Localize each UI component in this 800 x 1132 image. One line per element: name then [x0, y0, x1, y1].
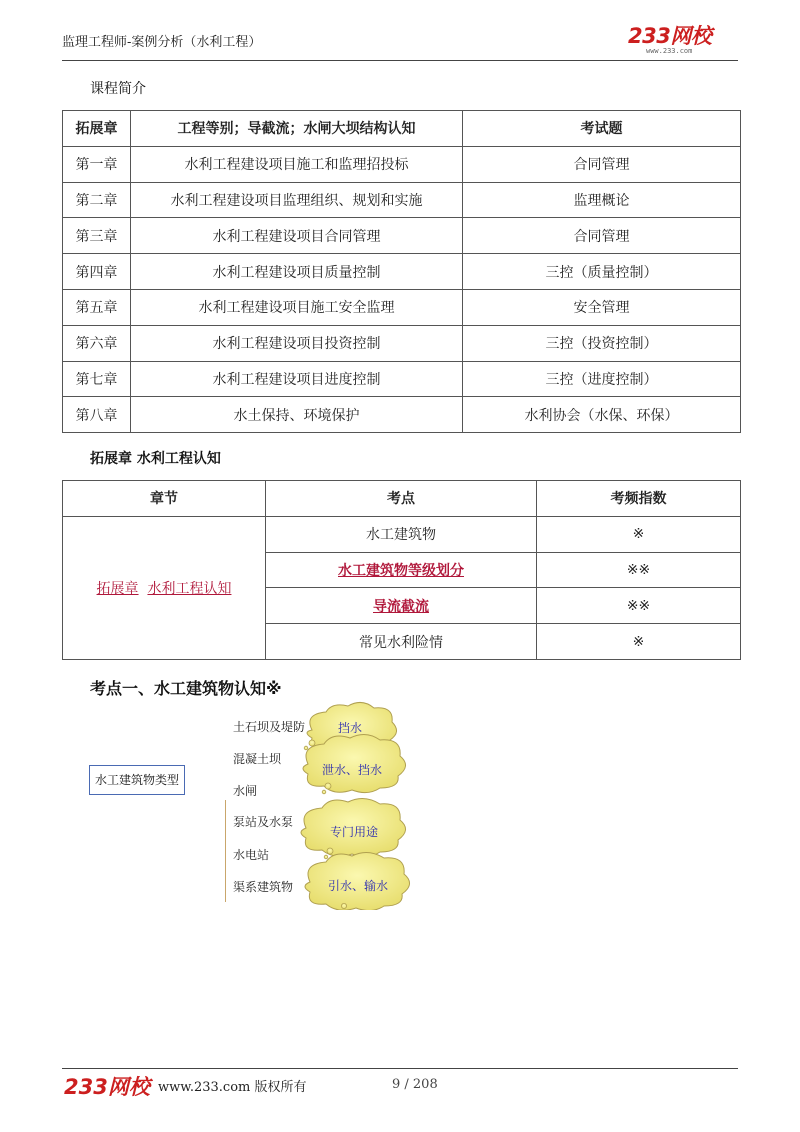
- table-header-cell: 章节: [63, 481, 266, 517]
- freq-cell: ※※: [537, 552, 741, 588]
- content-cell: 水利工程建设项目质量控制: [131, 254, 463, 290]
- point-link[interactable]: 水工建筑物等级划分: [338, 562, 464, 579]
- structure-type-box: 水工建筑物类型: [89, 765, 185, 795]
- footer-site-text: www.233.com 版权所有: [158, 1080, 307, 1095]
- point-one-title: 考点一、水工建筑物认知※: [90, 679, 282, 698]
- structure-item: 泵站及水泵: [233, 815, 294, 829]
- content-cell: 水利工程建设项目合同管理: [131, 218, 463, 254]
- exam-cell: 安全管理: [463, 289, 741, 325]
- table-header-cell: 考点: [266, 481, 537, 517]
- chapter-cell: 第二章: [63, 182, 131, 218]
- cloud-label: 泄水、挡水: [321, 763, 383, 777]
- table-header-row: [63, 111, 741, 147]
- footer-logo: 233网校: [64, 1075, 150, 1099]
- chapter-cell: 第五章: [63, 289, 131, 325]
- cloud-label: 引水、输水: [327, 879, 389, 893]
- point-cell: [266, 588, 537, 624]
- page-footer: [62, 1068, 738, 1099]
- course-intro-table: [62, 110, 741, 433]
- content-cell: 水利工程建设项目施工安全监理: [131, 289, 463, 325]
- brand-logo: [628, 20, 738, 56]
- content-cell: 水利工程建设项目施工和监理招投标: [131, 146, 463, 182]
- table-row: [63, 397, 741, 433]
- freq-cell: ※: [537, 624, 741, 660]
- page-header: [62, 18, 738, 61]
- exam-cell: 合同管理: [463, 146, 741, 182]
- table-header-cell: 考频指数: [537, 481, 741, 517]
- header-title: 监理工程师-案例分析（水利工程）: [62, 35, 262, 50]
- table-row: [63, 182, 741, 218]
- table-row: [63, 516, 741, 552]
- content-cell: 水利工程建设项目投资控制: [131, 325, 463, 361]
- table-row: [63, 146, 741, 182]
- brand-logo-url: www.233.com: [646, 47, 693, 55]
- cloud-callouts: [0, 700, 800, 910]
- brand-logo-text: 233网校: [628, 24, 712, 48]
- table-header-cell: 工程等别；导截流；水闸大坝结构认知: [131, 111, 463, 147]
- chapter-cell: 第四章: [63, 254, 131, 290]
- cloud-label: 专门用途: [329, 825, 379, 839]
- chapter-cell: 第七章: [63, 361, 131, 397]
- table-header-cell: 拓展章: [63, 111, 131, 147]
- table-row: [63, 361, 741, 397]
- topic-table: [62, 480, 741, 660]
- chapter-cell: 第六章: [63, 325, 131, 361]
- chapter-link[interactable]: 拓展章: [96, 580, 139, 597]
- content-cell: 水利工程建设项目进度控制: [131, 361, 463, 397]
- structure-item: 混凝土坝: [233, 752, 282, 766]
- topic-section-title: 拓展章 水利工程认知: [90, 451, 221, 467]
- content-cell: 水土保持、环境保护: [131, 397, 463, 433]
- freq-cell: ※※: [537, 588, 741, 624]
- table-row: [63, 218, 741, 254]
- page-number: 9 / 208: [392, 1077, 438, 1092]
- exam-cell: 水利协会（水保、环保）: [463, 397, 741, 433]
- structure-item: 土石坝及堤防: [233, 720, 306, 734]
- chapter-link-cell: [63, 516, 266, 659]
- chapter-cell: 第一章: [63, 146, 131, 182]
- chapter-cell: 第三章: [63, 218, 131, 254]
- point-link[interactable]: 导流截流: [373, 598, 429, 615]
- chapter-cell: 第八章: [63, 397, 131, 433]
- table-header-row: [63, 481, 741, 517]
- chapter-link[interactable]: 水利工程认知: [147, 580, 232, 597]
- exam-cell: 监理概论: [463, 182, 741, 218]
- structure-item: 水闸: [233, 784, 258, 798]
- exam-cell: 三控（进度控制）: [463, 361, 741, 397]
- table-row: [63, 254, 741, 290]
- point-cell: [266, 552, 537, 588]
- structure-item: 渠系建筑物: [233, 880, 294, 894]
- structure-type-diagram: [0, 700, 800, 910]
- exam-cell: 合同管理: [463, 218, 741, 254]
- content-cell: 水利工程建设项目监理组织、规划和实施: [131, 182, 463, 218]
- exam-cell: 三控（投资控制）: [463, 325, 741, 361]
- table-row: [63, 289, 741, 325]
- table-header-cell: 考试题: [463, 111, 741, 147]
- table-row: [63, 325, 741, 361]
- point-cell: 常见水利险情: [266, 624, 537, 660]
- cloud-label: 挡水: [337, 721, 363, 735]
- structure-item: 水电站: [233, 848, 270, 862]
- course-intro-title: 课程简介: [90, 81, 146, 97]
- freq-cell: ※: [537, 516, 741, 552]
- point-cell: 水工建筑物: [266, 516, 537, 552]
- exam-cell: 三控（质量控制）: [463, 254, 741, 290]
